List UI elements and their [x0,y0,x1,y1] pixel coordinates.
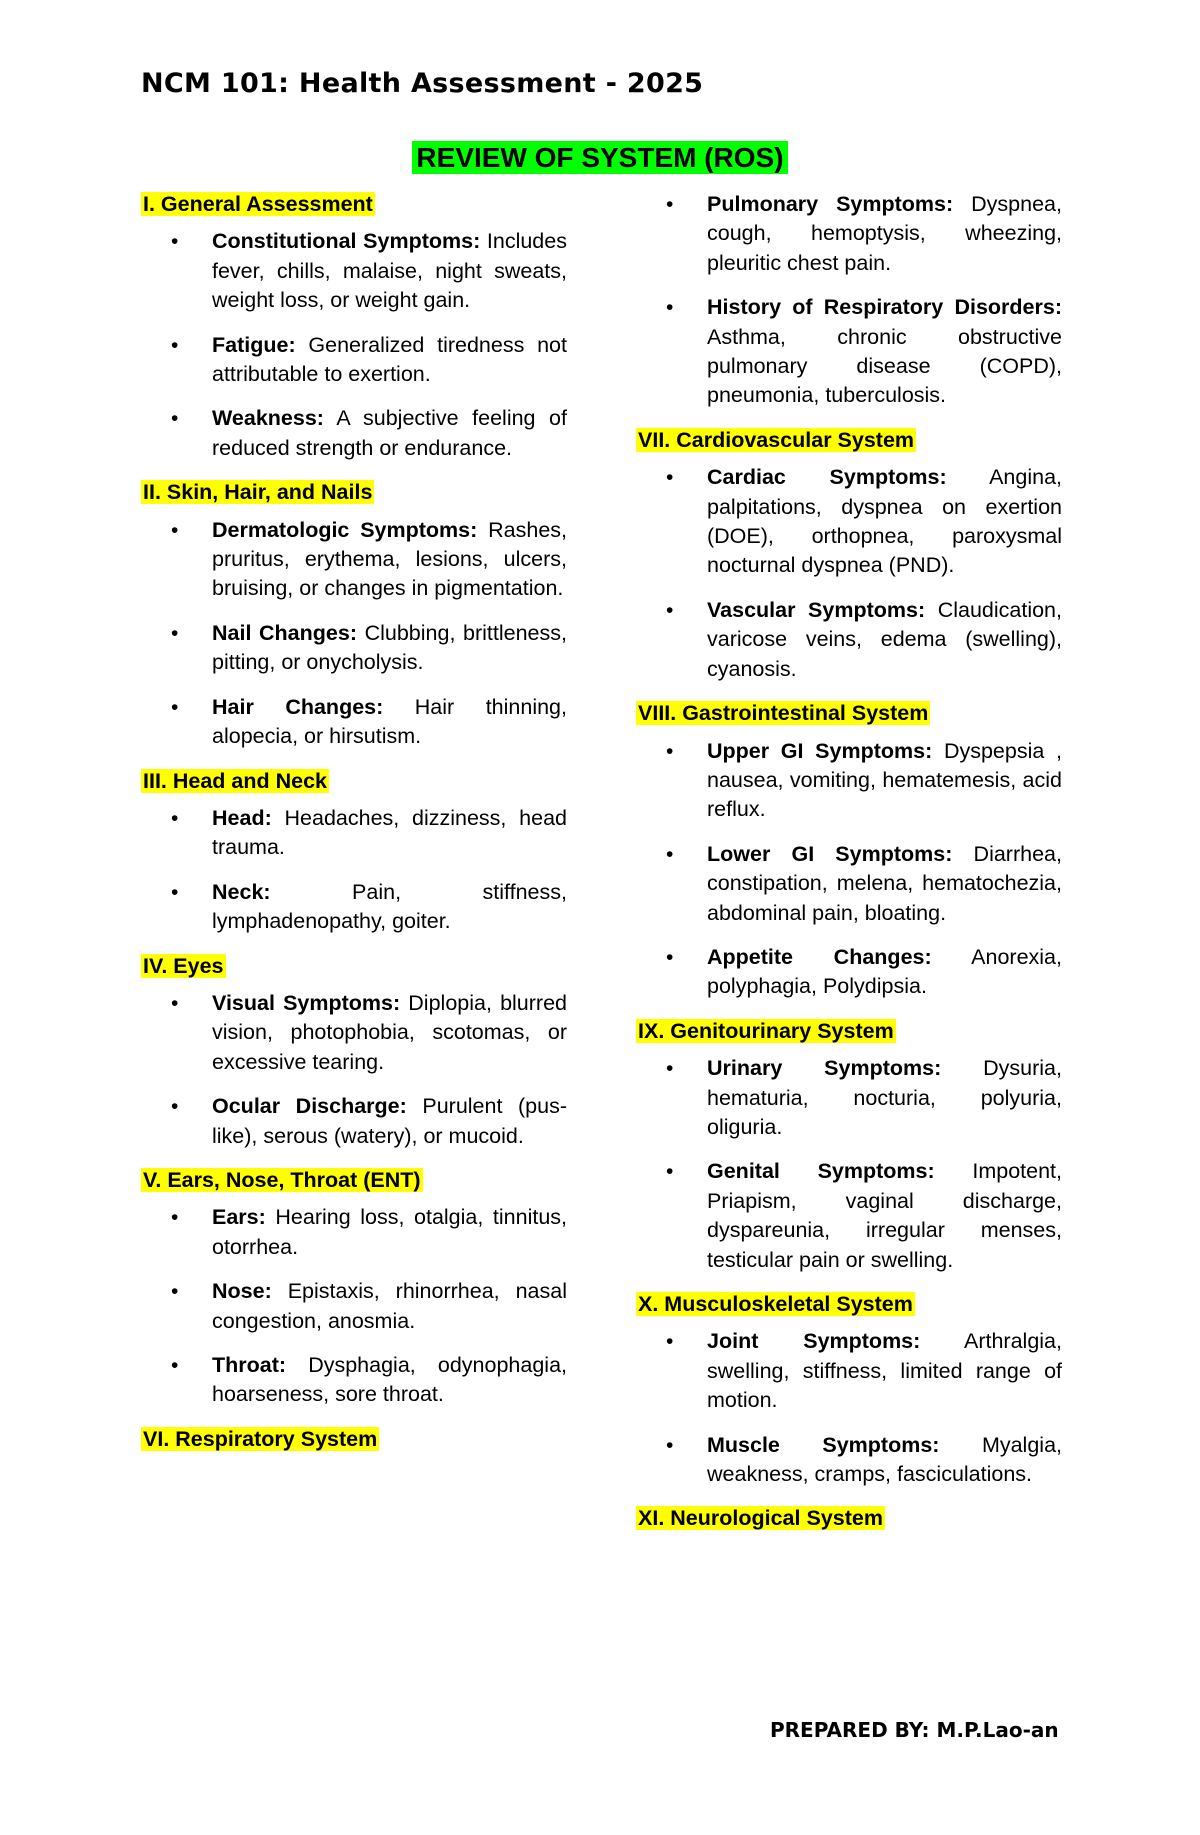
symptom-list-item [141,227,567,315]
symptom-list-item [636,1431,1062,1490]
symptom-term: Constitutional Symptoms: [212,229,481,254]
symptom-description: Impotent, Priapism, vaginal discharge, dyspareunia, irregular menses, testicular pain or swelling. [707,1159,1062,1272]
symptom-term: Fatigue: [212,332,296,357]
symptom-description: Dysuria, hematuria, nocturia, polyuria, oliguria. [707,1056,1062,1139]
section-heading [141,190,567,219]
symptom-term: Appetite Changes: [707,944,932,969]
symptom-term: Pulmonary Symptoms: [707,192,954,216]
symptom-term: Visual Symptoms: [212,990,401,1015]
section-heading [141,478,567,507]
symptom-list-item [636,293,1062,411]
section-heading [636,1290,1062,1319]
section-heading-text: XI. Neurological System [638,1506,883,1531]
section-heading-text: IV. Eyes [143,953,224,978]
symptom-term: Ears: [212,1205,266,1230]
section-heading [141,1425,567,1454]
symptom-list-item [141,878,567,937]
symptom-list [141,1203,567,1409]
symptom-list-item [141,516,567,604]
symptom-description: Anorexia, polyphagia, Polydipsia. [707,944,1062,999]
symptom-term: Nail Changes: [212,620,357,645]
symptom-list-item [141,1277,567,1336]
symptom-description: Dysphagia, odynophagia, hoarseness, sore throat. [212,1353,567,1407]
symptom-description: Asthma, chronic obstructive pulmonary disease (COPD), pneumonia, tuberculosis. [707,324,1062,408]
symptom-list-item [141,804,567,863]
symptom-description: Generalized tiredness not attributable to exertion. [212,332,567,387]
symptom-list [141,804,567,937]
page-title: REVIEW OF SYSTEM (ROS) [412,141,787,174]
symptom-list-item [141,1351,567,1410]
symptom-list [636,1327,1062,1489]
document-header: NCM 101: Health Assessment - 2025 [141,68,704,99]
symptom-description: Angina, palpitations, dyspnea on exertion (DOE), orthopnea, paroxysmal nocturnal dyspnea (PND). [707,465,1062,578]
symptom-list-item [141,1092,567,1151]
symptom-term: Neck: [212,879,271,904]
symptom-term: Throat: [212,1353,287,1377]
section-heading-text: X. Musculoskeletal System [638,1292,913,1316]
symptom-term: Joint Symptoms: [707,1329,921,1354]
symptom-list-item [636,1157,1062,1275]
symptom-term: Muscle Symptoms: [707,1432,940,1457]
symptom-list [141,516,567,752]
symptom-description: Hearing loss, otalgia, tinnitus, otorrhea. [212,1205,567,1259]
symptom-list-item [636,840,1062,928]
symptom-list-item [636,596,1062,684]
symptom-list-item [636,737,1062,825]
symptom-description: Dyspepsia , nausea, vomiting, hematemesis, acid reflux. [707,738,1062,822]
section-heading-text: IX. Genitourinary System [638,1018,894,1043]
symptom-list-item [141,693,567,752]
symptom-list [636,190,1062,411]
section-heading-text: VII. Cardiovascular System [638,427,915,452]
symptom-description: Dyspnea, cough, hemoptysis, wheezing, pleuritic chest pain. [707,192,1062,275]
symptom-description: Purulent (pus-like), serous (watery), or mucoid. [212,1094,567,1148]
symptom-description: Diplopia, blurred vision, photophobia, scotomas, or excessive tearing. [212,990,567,1074]
symptom-description: Arthralgia, swelling, stiffness, limited range of motion. [707,1329,1062,1413]
symptom-list-item [141,331,567,390]
symptom-description: Claudication, varicose veins, edema (swelling), cyanosis. [707,597,1062,681]
symptom-term: Genital Symptoms: [707,1159,935,1184]
symptom-list [636,463,1062,684]
symptom-term: Dermatologic Symptoms: [212,517,478,542]
symptom-description: Headaches, dizziness, head trauma. [212,805,567,860]
title-wrapper [0,142,1200,174]
symptom-list-item [636,463,1062,581]
left-column [141,190,567,1462]
symptom-term: Cardiac Symptoms: [707,465,947,490]
symptom-list [636,737,1062,1002]
symptom-description: Diarrhea, constipation, melena, hematochezia, abdominal pain, bloating. [707,841,1062,925]
section-heading [141,952,567,981]
symptom-list [141,989,567,1151]
symptom-term: Weakness: [212,406,324,431]
section-heading-text: V. Ears, Nose, Throat (ENT) [143,1167,421,1192]
section-heading [636,1017,1062,1046]
symptom-list-item [141,619,567,678]
symptom-term: Urinary Symptoms: [707,1056,942,1081]
symptom-term: History of Respiratory Disorders: [707,295,1062,320]
symptom-term: Ocular Discharge: [212,1094,407,1119]
symptom-list-item [141,1203,567,1262]
symptom-description: Pain, stiffness, lymphadenopathy, goiter. [212,879,567,934]
section-heading-text: VI. Respiratory System [143,1426,378,1451]
section-heading [636,1504,1062,1533]
section-heading-text: II. Skin, Hair, and Nails [143,480,373,505]
symptom-list-item [141,989,567,1077]
section-heading-text: III. Head and Neck [143,768,328,793]
symptom-term: Nose: [212,1279,272,1304]
symptom-description: Myalgia, weakness, cramps, fasciculations. [707,1432,1062,1487]
section-heading-text: VIII. Gastrointestinal System [638,701,929,726]
symptom-term: Upper GI Symptoms: [707,738,933,763]
symptom-list-item [636,190,1062,278]
symptom-list-item [141,404,567,463]
symptom-description: A subjective feeling of reduced strength or endurance. [212,406,567,460]
prepared-by-footer: PREPARED BY: M.P.Lao-an [770,1718,1059,1742]
symptom-list-item [636,1054,1062,1142]
symptom-term: Lower GI Symptoms: [707,841,953,866]
symptom-list [141,227,567,463]
symptom-description: Rashes, pruritus, erythema, lesions, ulcers, bruising, or changes in pigmentation. [212,517,567,601]
section-heading [636,426,1062,455]
section-heading [141,767,567,796]
symptom-description: Epistaxis, rhinorrhea, nasal congestion, anosmia. [212,1279,567,1333]
symptom-list [636,1054,1062,1275]
symptom-description: Includes fever, chills, malaise, night sweats, weight loss, or weight gain. [212,229,567,313]
symptom-term: Hair Changes: [212,694,384,719]
symptom-term: Vascular Symptoms: [707,597,926,622]
symptom-description: Hair thinning, alopecia, or hirsutism. [212,694,567,749]
section-heading [636,699,1062,728]
symptom-list-item [636,943,1062,1002]
section-heading-text: I. General Assessment [143,192,373,216]
section-heading [141,1166,567,1195]
symptom-list-item [636,1327,1062,1415]
symptom-description: Clubbing, brittleness, pitting, or onycholysis. [212,620,567,675]
symptom-term: Head: [212,805,272,830]
right-column [636,190,1062,1542]
